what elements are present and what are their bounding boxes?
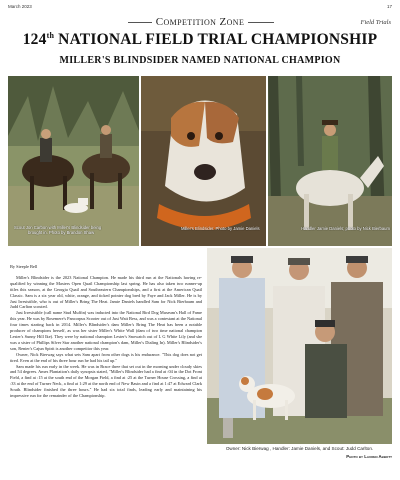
champion-dog-image <box>141 76 266 246</box>
photo-handler-caption: Handler Jamie Daniels; photo by Nick Bierbaum <box>301 226 390 231</box>
headline-ordinal: 124 <box>22 31 47 49</box>
section-tag: Field Trials <box>360 19 391 26</box>
photo-group-owner-handler-scout <box>207 248 392 444</box>
page-header <box>8 4 392 12</box>
issue-date: March 2023 <box>8 4 32 9</box>
section-banner <box>0 16 400 28</box>
article-headline <box>0 31 400 49</box>
article-paragraph: Just Irresistible (call name Stud Muffin) was inducted into the National Bird Dog Museum's Hall of Fame this year. He was by Rosemere's Pancorpus Scooter out of Just Wait Bess, and was a contestant at the National four times starting back in 2014. Miller's Blindsider's dam Miller's Bring The Heat has been a notable producer of champions herself, as was her sister Miller's White Wall (dam of two time national champion Lester's Sunny Hill Ike). They were by national champion Lester's Snowatch out of L G White Lily (and she was a sister of Phillips Silver Star another national champion's dam, Miller's Dialing In). Miller's Blindsider's son, Renier's Cajun Spirit is another competitor this year. <box>10 310 202 351</box>
section-rule-right <box>248 22 274 23</box>
photo-dog-caption: Miller's Blindsider. Photo by Jamie Daniels <box>181 226 260 231</box>
section-rule-left <box>128 22 152 23</box>
article-paragraph: Miller's Blindsider is the 2023 National Champion. He made his third run at the Nationals having re-qualified by winning the Masters Open Quail Championship last spring. He has also taken two runner-up titles this season, at the Georgia Quail and Southeastern Championships, and a first at the American Quail Classic. Sam is a six year old, white, orange, and ticked pointer dog bred by Faye and Jack Miller. He is by Just Irresistible, who is out of Miller's Bring The Heat. Jamie Daniels handled Sam for Nick Bierbaum and Judd Carlton scouted. <box>10 274 202 310</box>
scout-scene-image <box>8 76 139 246</box>
group-photo-image <box>207 248 392 444</box>
article-body <box>10 264 202 399</box>
article-subheadline: MILLER'S BLINDSIDER NAMED NATIONAL CHAMPION <box>59 55 341 66</box>
article-paragraph: Owner, Nick Bierwag says what sets Sam apart from other dogs is his endurance. "This dog does not get tired. Even at the end of his three hour run he had his tail up." <box>10 351 202 363</box>
handler-horse-image <box>268 76 392 246</box>
photo-champion-dog <box>141 76 266 246</box>
photo-scout-with-dog <box>8 76 139 246</box>
photo-scout-caption <box>14 225 134 236</box>
page-number: 17 <box>386 4 392 9</box>
headline-title: NATIONAL FIELD TRIAL CHAMPIONSHIP <box>58 31 378 49</box>
photo-scout-caption-line1: Scout Jon Carbon with Miller's Blindsider being <box>14 225 102 230</box>
headline-ordinal-suffix: th <box>46 31 55 40</box>
group-photo-caption: Owner: Nick Bierwag , Handler: Jamie Daniels, and Scout: Judd Carlton. <box>225 446 374 451</box>
article-paragraph: Sam made his run early in the week. He was in Brace three that set out in the morning under cloudy skies and 54 degrees. Ames Plantation's daily synopsis stated, "Miller's Blindsider had a find at :04 in the Dot Front Field, a find at :15 at the south end of the Morgan Field, a find at :25 at the Turner House Crossing, a find at :33 at the end of Turner Neck, a find at 1:29 at the north end of New Basin and a find at 1:47 at Edward Clark South. Blindsider finished the three hours." He had six total finds, leading early and maintaining his impressive run for the remainder of the Championship. <box>10 363 202 399</box>
group-photo-credit: Photo by Lauren Abbott <box>346 454 392 459</box>
photo-scout-caption-line2: brought in. Photo by Brandon Shaw <box>28 230 95 236</box>
article-byline: By Steeple Bell <box>10 264 38 269</box>
section-name: Competition Zone <box>155 16 245 28</box>
photo-handler-horse <box>268 76 392 246</box>
